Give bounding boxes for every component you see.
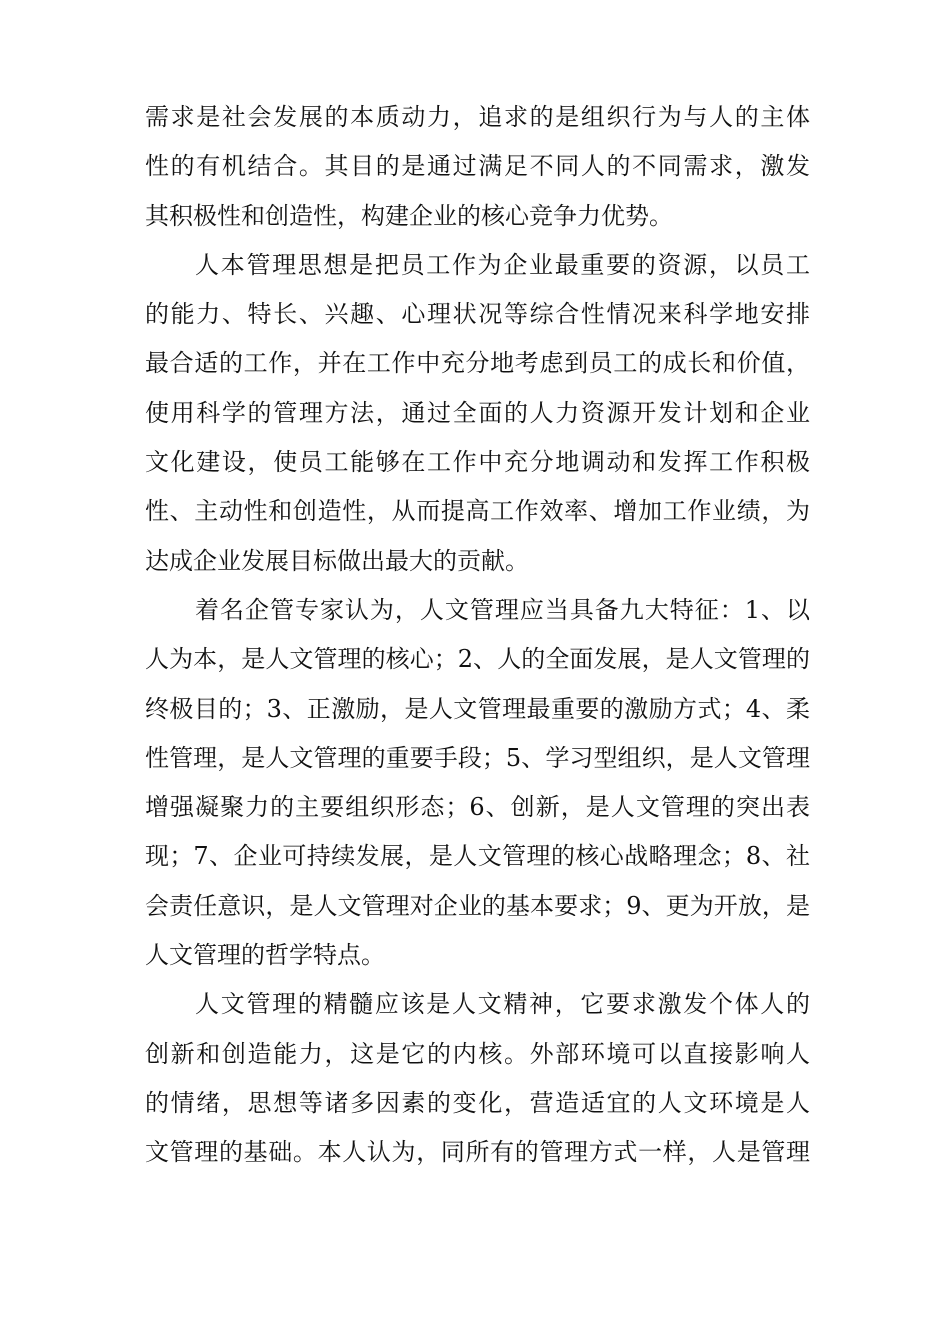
- text-line: 文化建设，使员工能够在工作中充分地调动和发挥工作积极: [145, 448, 810, 477]
- text-line: 使用科学的管理方法，通过全面的人力资源开发计划和企业: [145, 398, 810, 427]
- text-line: 会责任意识，是人文管理对企业的基本要求；9、更为开放，是: [145, 891, 810, 920]
- text-line: 最合适的工作，并在工作中充分地考虑到员工的成长和价值，: [145, 349, 810, 378]
- text-line: 其积极性和创造性，构建企业的核心竞争力优势。: [145, 201, 673, 230]
- text-line: 人为本，是人文管理的核心；2、人的全面发展，是人文管理的: [145, 645, 810, 674]
- paragraph-first-line: 人本管理思想是把员工作为企业最重要的资源，以员工: [195, 250, 810, 279]
- text-line: 人文管理的哲学特点。: [145, 941, 385, 970]
- text-line: 增强凝聚力的主要组织形态；6、创新，是人文管理的突出表: [145, 793, 810, 822]
- text-line: 文管理的基础。本人认为，同所有的管理方式一样，人是管理: [145, 1138, 810, 1167]
- text-line: 的能力、特长、兴趣、心理状况等综合性情况来科学地安排: [145, 300, 810, 329]
- text-line: 的情绪，思想等诸多因素的变化，营造适宜的人文环境是人: [145, 1088, 810, 1117]
- paragraph-first-line: 着名企管专家认为，人文管理应当具备九大特征：1、以: [195, 595, 810, 624]
- text-line: 需求是社会发展的本质动力，追求的是组织行为与人的主体: [145, 103, 810, 131]
- text-line: 现；7、企业可持续发展，是人文管理的核心战略理念；8、社: [145, 842, 810, 871]
- text-line: 性管理，是人文管理的重要手段；5、学习型组织，是人文管理: [145, 743, 810, 772]
- text-line: 性的有机结合。其目的是通过满足不同人的不同需求，激发: [145, 152, 810, 181]
- paragraph-first-line: 人文管理的精髓应该是人文精神，它要求激发个体人的: [195, 990, 810, 1019]
- text-line: 创新和创造能力，这是它的内核。外部环境可以直接影响人: [145, 1039, 810, 1068]
- text-line: 性、主动性和创造性，从而提高工作效率、增加工作业绩，为: [145, 497, 810, 526]
- text-line: 终极目的；3、正激励，是人文管理最重要的激励方式；4、柔: [145, 694, 810, 723]
- text-line: 达成企业发展目标做出最大的贡献。: [145, 546, 529, 575]
- document-body: [145, 93, 810, 1178]
